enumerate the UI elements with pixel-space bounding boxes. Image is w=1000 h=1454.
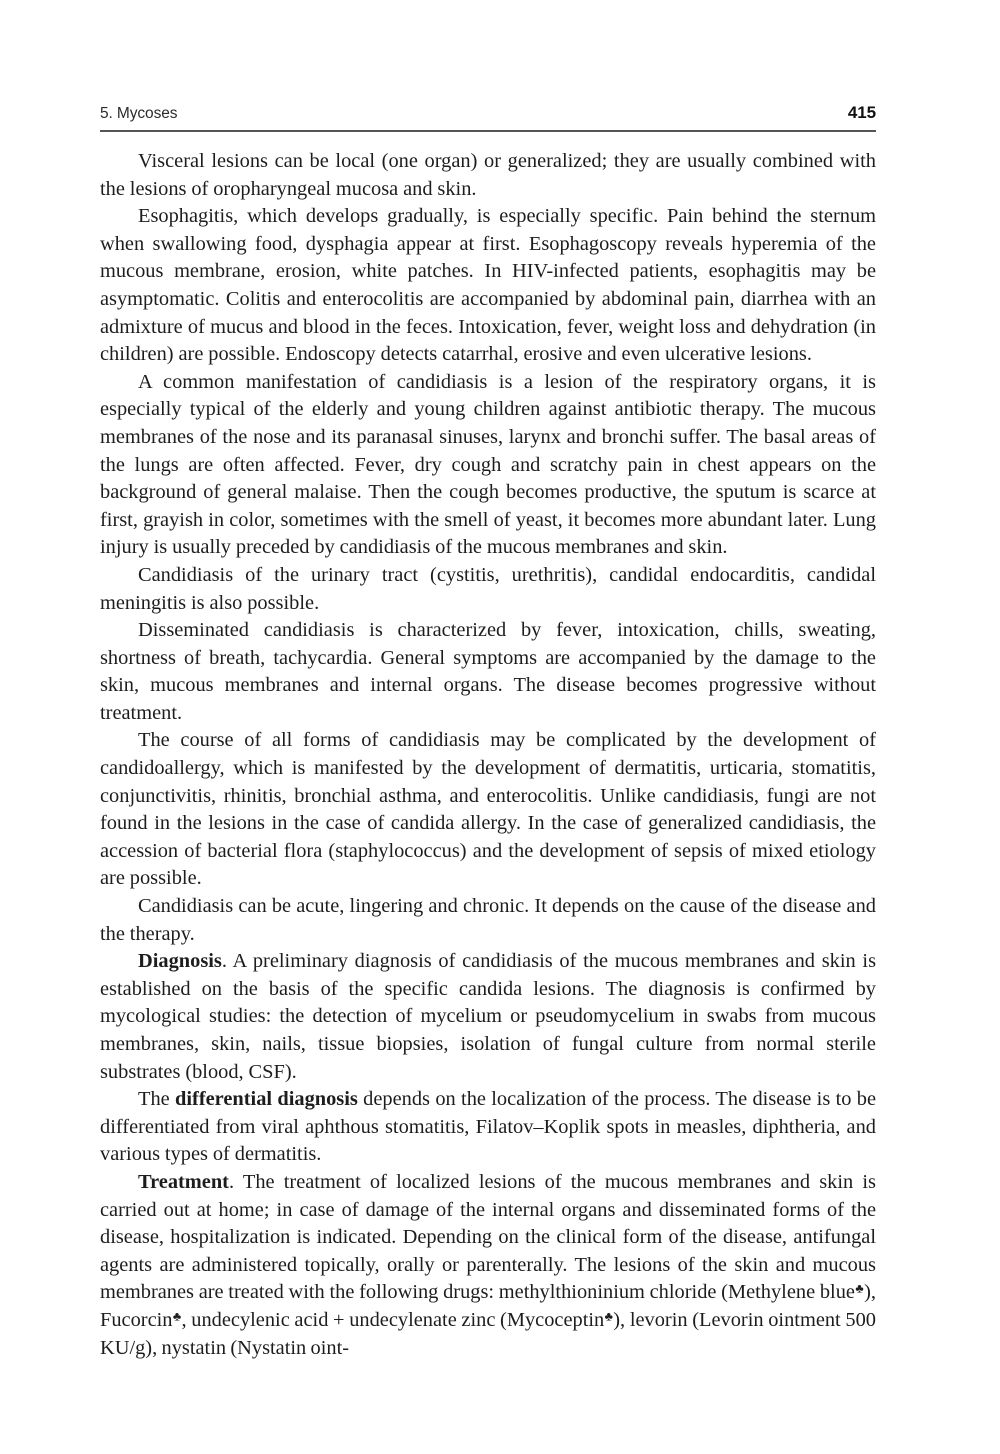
trademark-marker-icon: ♣ (172, 1309, 182, 1324)
diagnosis-heading-run: Diagnosis (138, 950, 222, 973)
header-rule-divider (100, 130, 876, 132)
treatment-body-run-4: ), levorin (Levorin ointment 500 KU/g), nystatin (Nystatin oint- (100, 1308, 876, 1359)
treatment-heading-run: Treatment (138, 1170, 229, 1193)
diagnosis-body-run: . A preliminary diagnosis of candidiasis of the mucous membranes and skin is established on the basis of the specific candida lesions. The diagnosis is confirmed by mycological studies: the detection of mycelium or pseudomycelium in swabs from mucous membranes, skin, nails, tissue biopsies, isolation of fungal culture from normal sterile substrates (blood, CSF). (100, 950, 876, 1083)
paragraph-esophagitis: Esophagitis, which develops gradually, is especially specific. Pain behind the sternum when swallowing food, dysphagia appear at first. Esophagoscopy reveals hyperemia of the mucous membrane, erosion, white patches. In HIV-infected patients, esophagitis may be asymptomatic. Colitis and enterocolitis are accompanied by abdominal pain, diarrhea with an admixture of mucus and blood in the feces. Intoxication, fever, weight loss and dehydration (in children) are possible. Endoscopy detects catarrhal, erosive and even ulcerative lesions. (100, 205, 876, 366)
treatment-body-run-1: . The treatment of localized lesions of the mucous membranes and skin is carried out at home; in case of damage of the internal organs and disseminated forms of the disease, hospitalization is indicated. Depending on the clinical form of the disease, antifungal agents are administered topically, orally or parenterally. The lesions of the skin and mucous membranes are treated with the following drugs: methylthioninium chloride (Methylene blue (100, 1170, 876, 1304)
trademark-marker-icon: ♣ (604, 1309, 614, 1324)
paragraph-acute-lingering-chronic: Candidiasis can be acute, lingering and chronic. It depends on the cause of the disease and the therapy. (100, 895, 876, 945)
paragraph-visceral-lesions: Visceral lesions can be local (one organ) or generalized; they are usually combined with the lesions of oropharyngeal mucosa and skin. (100, 150, 876, 200)
trademark-marker-icon: ♣ (854, 1282, 865, 1297)
differential-lead-run: The (138, 1088, 176, 1111)
paragraph-disseminated-candidiasis: Disseminated candidiasis is characterized by fever, intoxication, chills, sweating, shortness of breath, tachycardia. General symptoms are accompanied by the damage to the skin, mucous membranes and internal organs. The disease becomes progressive without treatment. (100, 619, 876, 724)
running-head (100, 103, 876, 123)
treatment-body-run-2: ), Fucorcin (100, 1281, 876, 1331)
body-text-block (100, 148, 876, 1362)
running-head-chapter: 5. Mycoses (100, 105, 178, 122)
differential-diagnosis-bold-run: differential diagnosis (175, 1088, 358, 1111)
paragraph-urinary-tract: Candidiasis of the urinary tract (cystitis, urethritis), candidal endocarditis, candidal meningitis is also possible. (100, 563, 876, 614)
page-number: 415 (847, 103, 876, 122)
paragraph-treatment (100, 1169, 876, 1362)
differential-body-run: depends on the localization of the process. The disease is to be differentiated from viral aphthous stomatitis, Filatov–Koplik spots in measles, diphtheria, and various types of dermatitis. (100, 1088, 877, 1166)
paragraph-candidoallergy: The course of all forms of candidiasis may be complicated by the development of candidoallergy, which is manifested by the development of dermatitis, urticaria, stomatitis, conjunctivitis, rhinitis, bronchial asthma, and enterocolitis. Unlike candidiasis, fungi are not found in the lesions in the case of candida allergy. In the case of generalized candidiasis, the accession of bacterial flora (staphylococcus) and the development of sepsis of mixed etiology are possible. (100, 729, 876, 890)
treatment-body-run-3: , undecylenic acid + undecylenate zinc (Mycoceptin (181, 1308, 605, 1331)
paragraph-diagnosis (100, 948, 876, 1086)
paragraph-differential-diagnosis (100, 1086, 876, 1169)
paragraph-respiratory-organs: A common manifestation of candidiasis is a lesion of the respiratory organs, it is especially typical of the elderly and young children against antibiotic therapy. The mucous membranes of the nose and its paranasal sinuses, larynx and bronchi suffer. The basal areas of the lungs are often affected. Fever, dry cough and scratchy pain in chest appears on the background of general malaise. Then the cough becomes productive, the sputum is scarce at first, grayish in color, sometimes with the smell of yeast, it becomes more abundant later. Lung injury is usually preceded by candidiasis of the mucous membranes and skin. (100, 370, 876, 559)
